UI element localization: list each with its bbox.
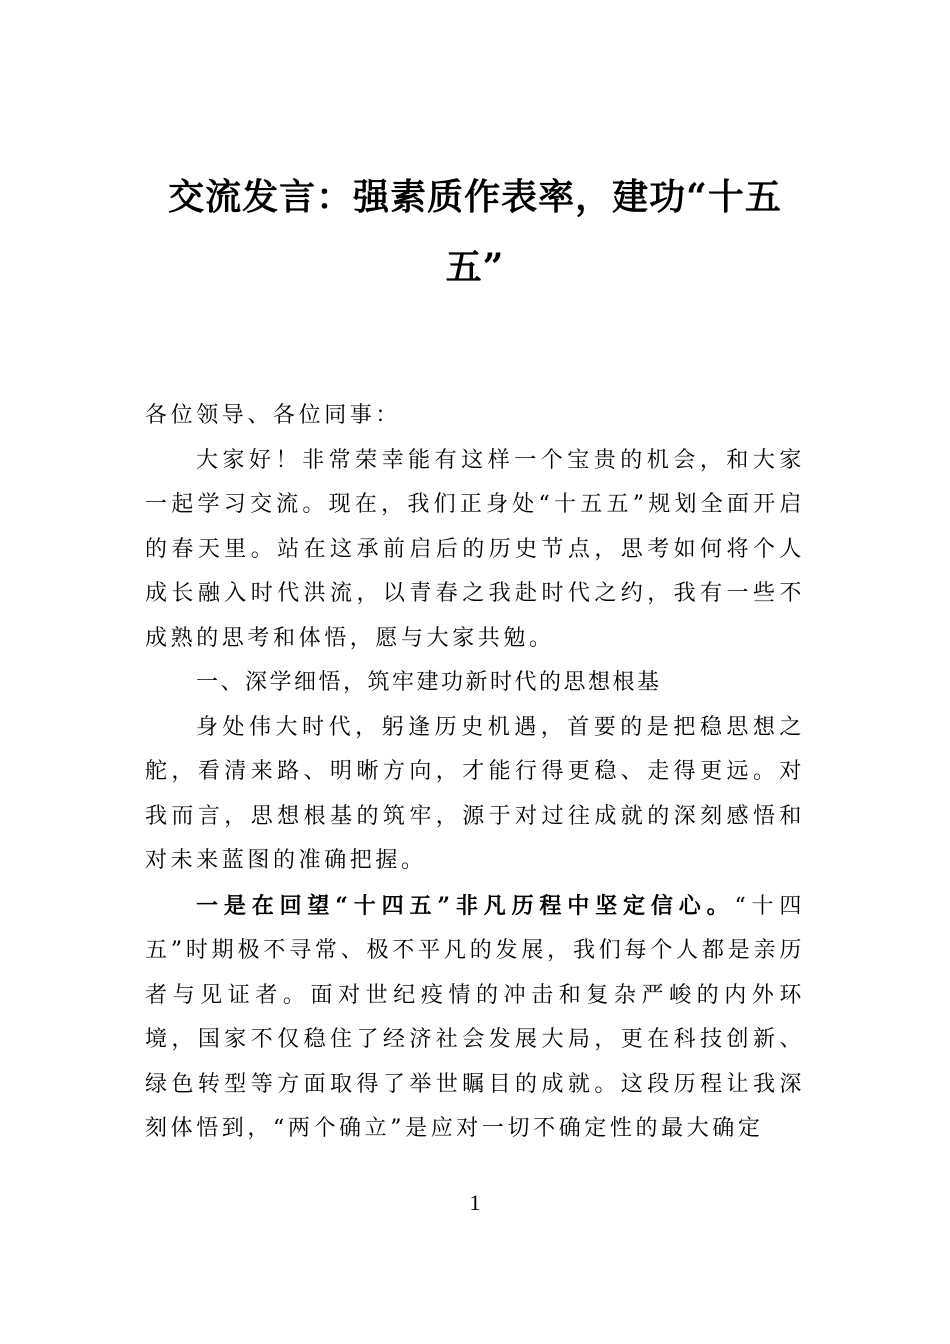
point-1-line-2: 五”时期极不寻常、极不平凡的发展，我们每个人都是亲: [145, 938, 780, 963]
section-1-paragraph: [145, 706, 805, 884]
salutation-text: 各位领导、各位同事：: [145, 403, 402, 428]
document-title: [145, 162, 805, 302]
section-1-line-3: 我而言，思想根基的筑牢，源于对过往成就的深刻感悟和: [145, 803, 805, 829]
intro-line-4: 人成长融入时代洪流，以青春之我赴时代之约，我有一些: [145, 536, 805, 606]
section-heading-1-text: 一、深学细悟，筑牢建功新时代的思想根基: [196, 670, 662, 695]
salutation: [145, 394, 805, 439]
intro-paragraph: [145, 439, 805, 662]
point-1-paragraph: [145, 884, 805, 1152]
point-1-line-3: 历者与见证者。面对世纪疫情的冲击和复杂严峻的内外环: [145, 938, 805, 1008]
intro-line-5: 不成熟的思考和体悟，愿与大家共勉。: [145, 581, 805, 651]
intro-line-1: 大家好！非常荣幸能有这样一个宝贵的机会，和大家: [196, 447, 805, 473]
document-body: [145, 394, 805, 1152]
point-1-line-1-rest: “十四: [734, 893, 805, 919]
section-1-line-1: 身处伟大时代，躬逢历史机遇，首要的是把稳思想之: [196, 714, 805, 740]
section-1-line-2: 舵，看清来路、明晰方向，才能行得更稳、走得更远。对: [145, 759, 805, 784]
intro-line-3: 启的春天里。站在这承前启后的历史节点，思考如何将个: [145, 492, 805, 562]
page-number: 1: [469, 1190, 481, 1215]
title-line-2: 五”: [445, 246, 505, 288]
intro-line-2: 一起学习交流。现在，我们正身处“十五五”规划全面开: [145, 492, 780, 517]
point-1-line-5: 绿色转型等方面取得了举世瞩目的成就。这段历程让我深: [145, 1071, 805, 1097]
point-1-lead: 一是在回望“十四五”非凡历程中坚定信心。: [196, 892, 735, 919]
section-heading-1: [145, 661, 805, 706]
title-line-1: 交流发言：强素质作表率，建功“十五: [168, 176, 782, 218]
point-1-line-6: 刻体悟到，“两个确立”是应对一切不确定性的最大确定: [145, 1116, 764, 1141]
point-1-line-4: 境，国家不仅稳住了经济社会发展大局，更在科技创新、: [145, 1027, 805, 1052]
section-1-line-4: 对未来蓝图的准确把握。: [145, 848, 427, 873]
